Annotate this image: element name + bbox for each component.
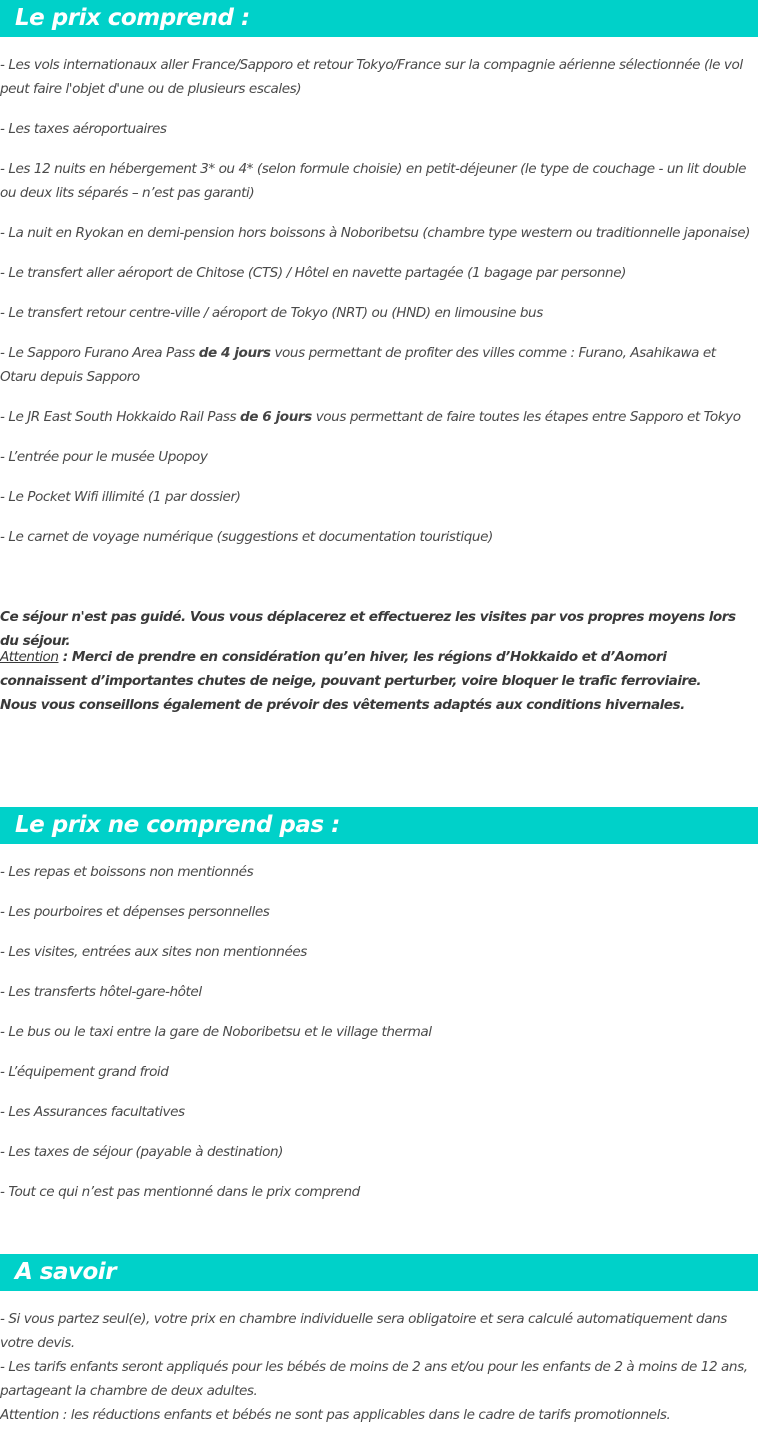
excluded-item: - Les taxes de séjour (payable à destination) <box>0 1144 284 1160</box>
included-item: - Le transfert retour centre-ville / aéroport de Tokyo (NRT) ou (HND) en limousine bus <box>0 305 543 321</box>
pass-duration: de 6 jours <box>239 409 312 425</box>
a-savoir-line: - Si vous partez seul(e), votre prix en chambre individuelle sera obligatoire et sera calculé automatiquement dans votre devis. <box>0 1311 727 1351</box>
a-savoir-line: - Les tarifs enfants seront appliqués pour les bébés de moins de 2 ans et/ou pour les enfants de 2 à moins de 12 ans, partageant la chambre de deux adultes. <box>0 1359 748 1399</box>
excluded-item: - Tout ce qui n’est pas mentionné dans le prix comprend <box>0 1184 360 1200</box>
section-header-a-savoir: A savoir <box>0 1254 758 1291</box>
a-savoir-line: Attention : les réductions enfants et bébés ne sont pas applicables dans le cadre de tarifs promotionnels. <box>0 1407 671 1423</box>
included-item: - Les 12 nuits en hébergement 3* ou 4* (selon formule choisie) en petit-déjeuner (le type de couchage - un lit double ou deux lits séparés – n’est pas garanti) <box>0 161 747 201</box>
excluded-item: - Le bus ou le taxi entre la gare de Noboribetsu et le village thermal <box>0 1024 432 1040</box>
a-savoir-content <box>0 1307 752 1427</box>
item-text: - Le JR East South Hokkaido Rail Pass <box>0 409 240 425</box>
excluded-item: - Les pourboires et dépenses personnelles <box>0 904 270 920</box>
included-item: - Le Pocket Wifi illimité (1 par dossier) <box>0 489 241 505</box>
excluded-item: - Les transferts hôtel-gare-hôtel <box>0 984 202 1000</box>
pass-duration: de 4 jours <box>198 345 271 361</box>
included-item: - L’entrée pour le musée Upopoy <box>0 449 208 465</box>
included-item-area-pass <box>0 341 752 389</box>
notice-unguided: Ce séjour n'est pas guidé. Vous vous déplacerez et effectuerez les visites par vos propres moyens lors du séjour. <box>0 609 736 649</box>
excluded-item: - L’équipement grand froid <box>0 1064 169 1080</box>
item-text: vous permettant de faire toutes les étapes entre Sapporo et Tokyo <box>311 409 741 425</box>
included-item: - Les vols internationaux aller France/Sapporo et retour Tokyo/France sur la compagnie aérienne sélectionnée (le vol peut faire l'objet d'une ou de plusieurs escales) <box>0 57 743 97</box>
section-header-excluded: Le prix ne comprend pas : <box>0 807 758 844</box>
excluded-item: - Les visites, entrées aux sites non mentionnées <box>0 944 307 960</box>
item-text: - Le Sapporo Furano Area Pass <box>0 345 199 361</box>
item-text: vous permettant de profiter des villes comme : Furano, Asahikawa et Otaru depuis Sapporo <box>0 345 716 385</box>
section-header-included: Le prix comprend : <box>0 0 758 37</box>
attention-label: Attention <box>0 649 59 665</box>
included-item: - Le transfert aller aéroport de Chitose (CTS) / Hôtel en navette partagée (1 bagage par personne) <box>0 265 626 281</box>
included-item: - Le carnet de voyage numérique (suggestions et documentation touristique) <box>0 529 493 545</box>
included-item: - La nuit en Ryokan en demi-pension hors boissons à Noboribetsu (chambre type western ou traditionnelle japonaise) <box>0 225 750 241</box>
excluded-item: - Les repas et boissons non mentionnés <box>0 864 254 880</box>
attention-text: : Merci de prendre en considération qu’en hiver, les régions d’Hokkaido et d’Aomori connaissent d’importantes chutes de neige, pouvant perturber, voire bloquer le trafic ferroviaire. Nous vous conseillons également de prévoir des vêtements adaptés aux conditions hivernales. <box>0 649 702 713</box>
included-item-rail-pass <box>0 405 752 429</box>
notice-attention <box>0 645 740 717</box>
included-item: - Les taxes aéroportuaires <box>0 121 167 137</box>
excluded-item: - Les Assurances facultatives <box>0 1104 185 1120</box>
